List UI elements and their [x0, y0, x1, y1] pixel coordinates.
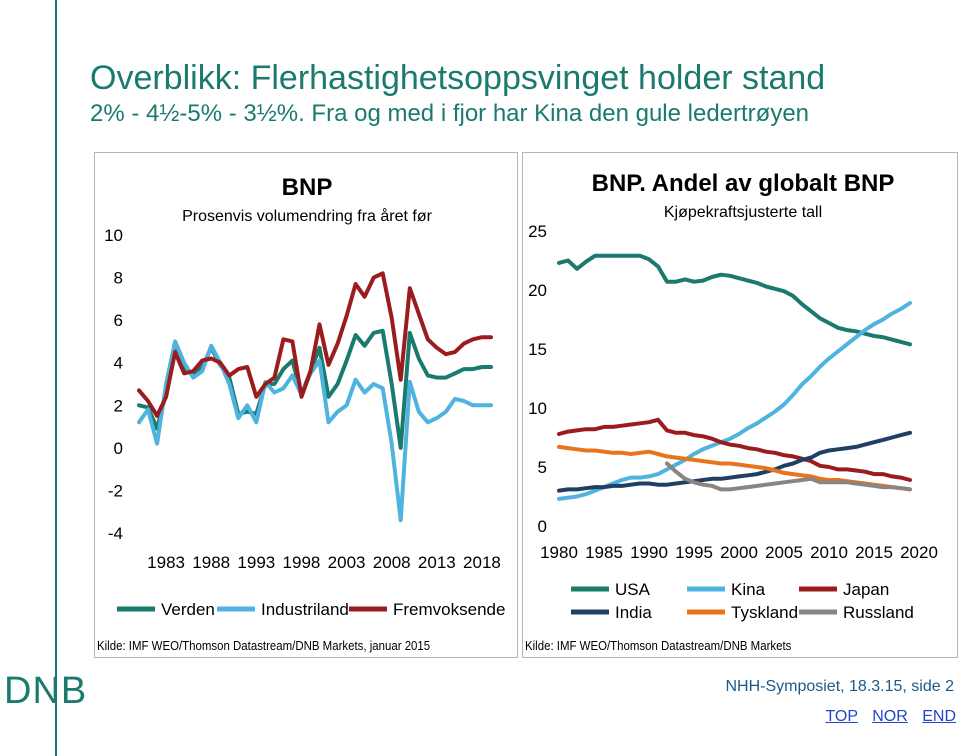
chart1-x-tick-label: 2005	[765, 543, 803, 562]
chart-source-right: Kilde: IMF WEO/Thomson Datastream/DNB Markets	[525, 638, 792, 653]
slide-subtitle: 2% - 4½-5% - 3½%. Fra og med i fjor har Kina den gule ledertrøyen	[90, 100, 810, 127]
accent-vertical-line	[55, 0, 57, 756]
chart0-y-tick-label: 4	[113, 353, 123, 373]
chart1-series-line-2	[559, 420, 910, 480]
chart1-legend-label-3: India	[615, 603, 652, 622]
chart1-x-tick-label: 1990	[630, 543, 668, 562]
chart-source-left: Kilde: IMF WEO/Thomson Datastream/DNB Markets, januar 2015	[97, 638, 431, 653]
nav-links	[815, 708, 956, 726]
chart0-y-tick-label: 8	[113, 268, 123, 288]
dnb-logo: DNB	[4, 670, 88, 712]
chart1-x-tick-label: 2015	[855, 543, 893, 562]
nav-nor-link[interactable]: NOR	[872, 708, 908, 725]
chart1-series-line-0	[559, 256, 910, 344]
chart0-title: BNP	[281, 174, 333, 201]
chart-gdp-growth	[95, 153, 517, 657]
chart1-legend-label-0: USA	[615, 580, 650, 599]
chart1-y-tick-label: 5	[537, 458, 547, 477]
chart0-x-tick-label: 2008	[372, 553, 411, 572]
chart0-y-tick-label: 2	[113, 396, 123, 416]
chart-panel-gdp-growth	[94, 152, 518, 658]
chart1-y-tick-label: 0	[537, 517, 547, 536]
chart0-legend-label-0: Verden	[161, 600, 215, 619]
chart1-x-tick-label: 2010	[810, 543, 848, 562]
chart0-y-tick-label: -4	[107, 524, 123, 543]
chart0-series-line-1	[139, 341, 491, 520]
chart1-legend-label-5: Russland	[843, 603, 914, 622]
nav-end-link[interactable]: END	[922, 708, 956, 725]
chart0-x-tick-label: 1998	[282, 553, 321, 572]
chart1-x-tick-label: 1985	[585, 543, 623, 562]
chart0-subtitle: Prosenvis volumendring fra året før	[182, 208, 432, 225]
chart1-y-tick-label: 25	[528, 222, 547, 241]
nav-top-link[interactable]: TOP	[825, 708, 858, 725]
chart1-x-tick-label: 2020	[900, 543, 938, 562]
chart0-y-tick-label: 0	[113, 438, 123, 458]
chart0-x-tick-label: 1983	[147, 553, 185, 572]
chart1-y-tick-label: 10	[528, 399, 547, 418]
chart1-x-tick-label: 1980	[540, 543, 578, 562]
slide-title: Overblikk: Flerhastighetsoppsvinget holder stand	[90, 59, 826, 97]
chart0-y-tick-label: 10	[104, 226, 123, 245]
chart1-x-tick-label: 1995	[675, 543, 713, 562]
chart0-legend-label-2: Fremvoksende	[393, 600, 506, 619]
chart0-x-tick-label: 1988	[192, 553, 231, 572]
chart1-legend-label-1: Kina	[731, 580, 766, 599]
chart-global-share	[523, 153, 957, 657]
chart1-title: BNP. Andel av globalt BNP	[591, 170, 895, 197]
chart1-series-line-5	[667, 464, 910, 490]
footer-text: NHH-Symposiet, 18.3.15, side 2	[725, 678, 954, 695]
chart1-legend-label-2: Japan	[843, 580, 890, 599]
chart0-x-tick-label: 2013	[417, 553, 456, 572]
chart0-x-tick-label: 1993	[237, 553, 276, 572]
chart0-y-tick-label: -2	[107, 481, 123, 501]
chart0-y-tick-label: 6	[113, 311, 123, 331]
chart0-x-tick-label: 2018	[463, 553, 501, 572]
chart0-legend-label-1: Industriland	[261, 600, 349, 619]
chart1-x-tick-label: 2000	[720, 543, 758, 562]
chart0-x-tick-label: 2003	[327, 553, 366, 572]
chart1-y-tick-label: 20	[528, 281, 547, 300]
chart-panel-global-share	[522, 152, 958, 658]
chart0-series-line-2	[139, 273, 491, 416]
chart1-y-tick-label: 15	[528, 340, 547, 359]
chart1-legend-label-4: Tyskland	[731, 603, 799, 622]
chart1-subtitle: Kjøpekraftsjusterte tall	[663, 204, 823, 221]
